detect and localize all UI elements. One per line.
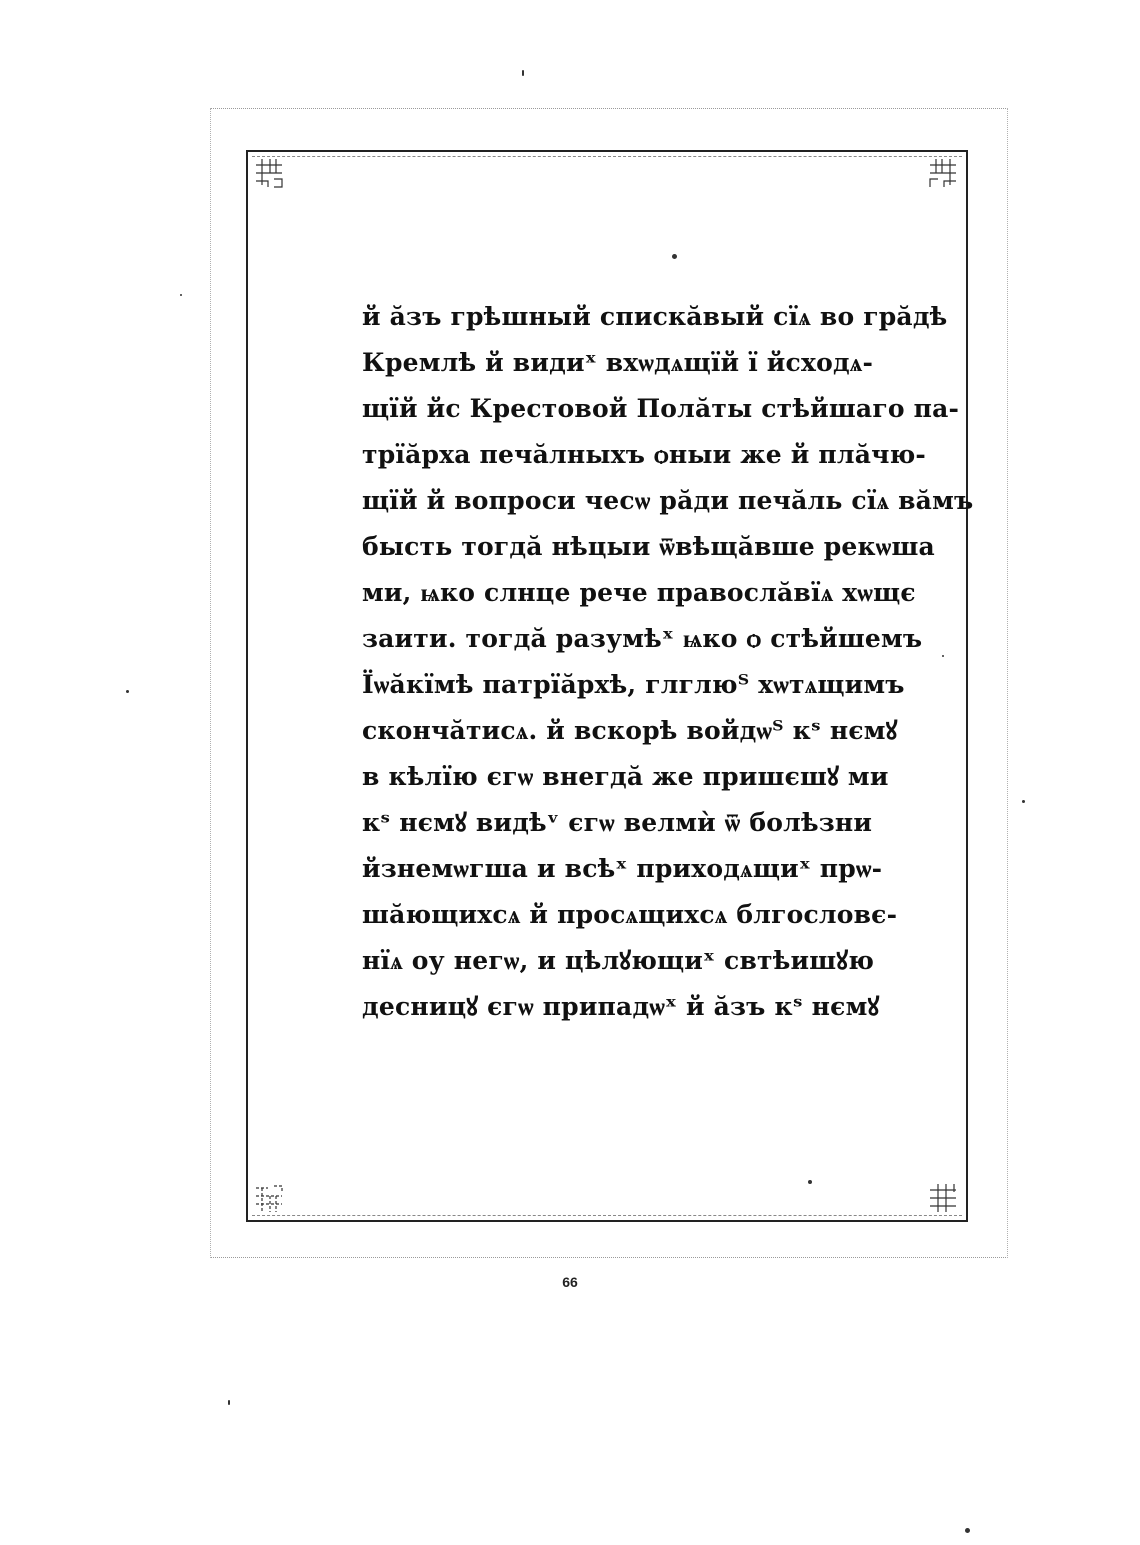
scan-speck <box>126 690 129 693</box>
corner-ornament-top-left-icon <box>252 155 286 189</box>
page-number: 66 <box>562 1274 578 1290</box>
corner-ornament-bottom-left-icon <box>252 1180 286 1214</box>
text-line-8: заити. тогдӑ разумѣˣ ѩко ѻ стѣйшемъ <box>362 624 923 653</box>
text-line-6: бысть тогдӑ нѣцыи ѿвѣщӑвше рекѡша <box>362 532 935 561</box>
scan-speck <box>1022 800 1025 803</box>
text-line-1: й ӑзъ грѣшный спискӑвый сїѧ во грӑдѣ <box>362 302 948 331</box>
corner-ornament-bottom-right-icon <box>926 1180 960 1214</box>
scan-speck <box>180 294 182 296</box>
text-line-12: кˢ нємꙋ видѣᵛ єгѡ велмѝ ѿ болѣзни <box>362 808 873 837</box>
text-line-11: в кѣлїю єгѡ внегдӑ же пришєшꙋ ми <box>362 762 889 791</box>
text-line-7: ми, ѩко слнце рече правослӑвїѧ хѡщє <box>362 578 916 607</box>
corner-ornament-top-right-icon <box>926 155 960 189</box>
scan-speck <box>228 1400 230 1405</box>
text-line-10: скончӑтисѧ. й вскорѣ войдѡᵀ кˢ нємꙋ <box>362 716 898 745</box>
scan-speck <box>808 1180 812 1184</box>
text-line-5: щїй й вопроси чесѡ рӑди печӑль сїѧ вӑмъ <box>362 486 974 515</box>
church-slavonic-text <box>362 294 974 1030</box>
text-line-15: нїѧ оу негѡ, и цѣлꙋющиˣ свтѣишꙋю <box>362 946 875 975</box>
scan-speck <box>672 254 677 259</box>
text-line-14: шӑющихсѧ й просѧщихсѧ блгословє- <box>362 900 898 929</box>
text-line-3: щїй йс Крестовой Полӑты стѣйшаго па- <box>362 394 960 423</box>
scan-speck <box>965 1528 970 1533</box>
text-line-4: трїӑрха печӑлныхъ ѻныи же й плӑчю- <box>362 440 927 469</box>
text-line-9: Їѡӑкїмѣ патрїӑрхѣ, глглюᵀ хѡтѧщимъ <box>362 670 905 699</box>
text-line-2: Кремлѣ й видиˣ вхѡдѧщїй ї йсходѧ- <box>362 348 874 377</box>
scan-speck <box>522 70 524 76</box>
text-line-16: десницꙋ єгѡ припадѡˣ й ӑзъ кˢ нємꙋ <box>362 992 880 1021</box>
scan-speck <box>942 655 944 657</box>
text-line-13: йзнемѡгша и всѣˣ приходѧщиˣ прѡ- <box>362 854 883 883</box>
